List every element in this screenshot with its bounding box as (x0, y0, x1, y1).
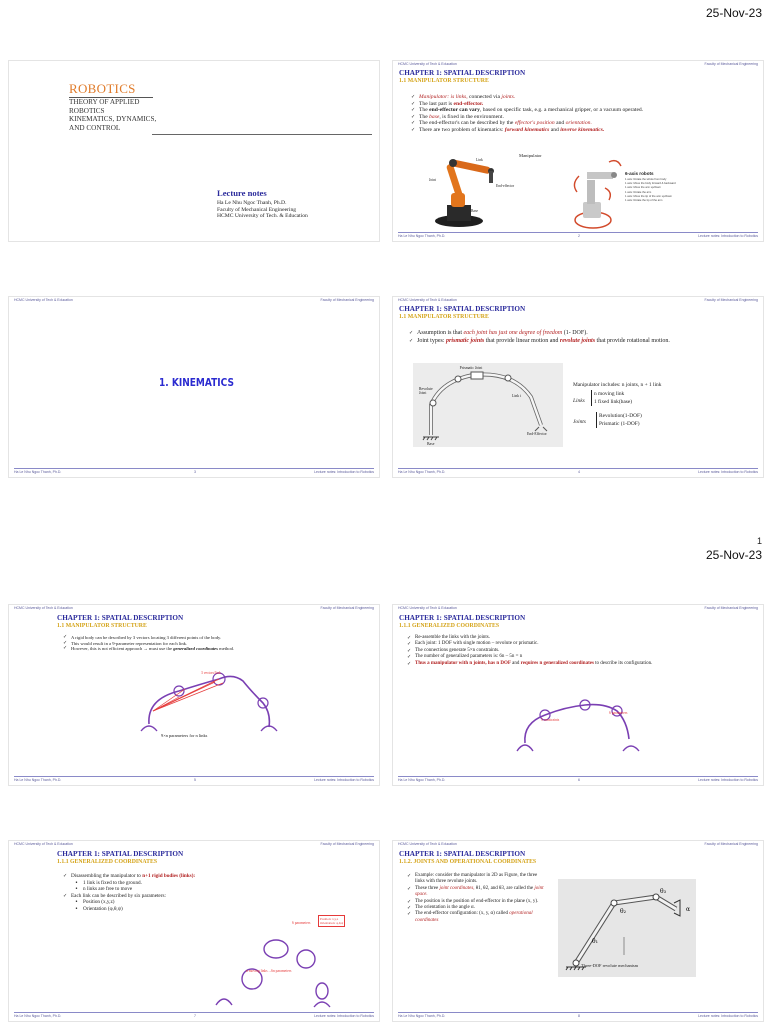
svg-text:θ₃: θ₃ (660, 888, 667, 895)
slide-subtitle: THEORY OF APPLIED ROBOTICS KINEMATICS, DYNAMICS, AND CONTROL (69, 98, 157, 132)
figure-caption: Three-DOF revolute mechanism (581, 963, 639, 968)
figure-label: Link i (512, 394, 522, 398)
figure-label: Base (471, 209, 478, 213)
date-label: 25-Nov-23 (705, 6, 762, 20)
slide-joint-types: HCMC University of Tech & Education Faculty of Mechanical Engineering CHAPTER 1: SPATIAL DESCRIPTION 1.1 MANIPULATOR STRUCTURE ✓ Assumption is that each joint has just one degree of freedom (1- DOF). ✓ Joint types: prismatic joints that provide linear motion and revolute joints that provide rotational motion. Prismatic Joint Revolute Joint Link i End-Effector Base Manipulator includes: n joints, n + 1 link Links n moving link 1 fixed link(base) Joints Revolution(1-DOF) Prismatic (1-DOF) Ha Le Nhu Ngoc Thanh, Ph.D. 4 Lecture notes: Introduction to Robotics (392, 296, 764, 478)
links-vector-diagram (139, 669, 299, 739)
figure-label: Manipulator (519, 153, 542, 158)
figure-label: End-Effector (527, 432, 547, 436)
disassembled-links-diagram (214, 917, 344, 1007)
slide-operational-coordinates: HCMC University of Tech & Education Faculty of Mechanical Engineering CHAPTER 1: SPATIAL DESCRIPTION 1.1.2. JOINTS AND OPERATIONAL COORDINATES ✓ Example: consider the manipulator in 2D as Figure, the three links with three revolute joints. ✓ These three joint coordinates, θ1, θ2, and θ3, are called the joint space. ✓ The position is the position of end-effector in the plane (x, y). ✓ The orientation is the angle α. ✓ The end-effector configuration: (x, y, α) called operational coordinates θ₁ θ₂ θ₃ α Three-DOF revolute mechanism Ha Le Nhu Ngoc Thanh, Ph.D. 8 Lecture notes: Introduction to Robotics (392, 840, 764, 1022)
section-title: 1.1 MANIPULATOR STRUCTURE (399, 314, 489, 320)
links-list: n moving link 1 fixed link(base) (591, 390, 632, 406)
figure-label: Link (476, 158, 483, 162)
svg-text:θ₁: θ₁ (592, 938, 599, 945)
bullet-list: ✓ Example: consider the manipulator in 2D as Figure, the three links with three revolute joints. ✓ These three joint coordinates, θ1, θ2, and θ3, are called the joint space. ✓ The position is the position of end-effector in the plane (x, y). ✓ The orientation is the angle α. ✓ The end-effector configuration: (x, y, α) called operational coordinates (407, 873, 547, 924)
divider (152, 134, 372, 135)
bullet-list: ✓ Manipulator: is links, connected via joints. ✓ The last part is end-effector. ✓ The end-effector can vary, based on specific task, e.g. a mechanical gripper, or a vacuum operated. ✓ The base, is fixed in the environment. ✓ The end-effector's can be described by the effector's position and orientation. ✓ There are two problem of kinematics: forward kinematics and inverse kinematics. (411, 94, 701, 134)
slide-title-heading: ROBOTICS (69, 81, 136, 96)
dof-title: 6-axis robots (625, 171, 654, 176)
slide-title (8, 60, 380, 242)
slide-disassembling-links: HCMC University of Tech & Education Faculty of Mechanical Engineering CHAPTER 1: SPATIAL DESCRIPTION 1.1.1 GENERALIZED COORDINATES ✓ Disassembling the manipulator to n+1 rigid bodies (links): • 1 link is fixed to the ground. • n links are free to move ✓ Each link can be described by six parameters: • Position (x,y,z) • Orientation (φ,θ,ψ) 6 parameters Position: x,y,z Orientation: φ,θ,ψ n moving links→6n parameters Ha Le Nhu Ngoc Thanh, Ph.D. 7 Lecture notes: Introduction to Robotics (8, 840, 380, 1022)
bullet-list: ✓ A rigid body can be described by 3 vectors locating 3 different points of the body. ✓ This would result in a 9-parameter representation for each link. ✓ However, this is not efficient approach → must use the generalized coordinates method. (63, 635, 353, 652)
figure-label: 3 vectors/link (201, 671, 221, 675)
figure-label: Joint (429, 178, 436, 182)
slide-generalized-coordinates: HCMC University of Tech & Education Faculty of Mechanical Engineering CHAPTER 1: SPATIAL DESCRIPTION 1.1.1 GENERALIZED COORDINATES ✓ Re-assemble the links with the joints. ✓ Each joint: 1 DOF with single motion – revolute or prismatic. ✓ The connections generate 5×n constraints. ✓ The number of generalized parameters is: 6n – 5n = n ✓ Thus a manipulator with n joints, has n DOF and requires n generalized coordinates to describe its configuration. 5 constraints 6 parameters Ha Le Nhu Ngoc Thanh, Ph.D. 6 Lecture notes: Introduction to Robotics (392, 604, 764, 786)
figure-caption: n moving links→6n parameters (246, 969, 292, 973)
lecture-notes-label: Lecture notes (217, 188, 267, 198)
dof-list: 1 axis: Rotate the whole from body 1 axis: Move the body forward & backward 1 axis: Move the arm up/down 1 axis: Rotate the arm 1 axis: Move the tip of the arm up/down 1 axis: Rotate the tip of the arm (625, 178, 676, 203)
figure-label: Revolute Joint (419, 387, 433, 396)
six-axis-robot-figure (569, 154, 629, 234)
chapter-title: CHAPTER 1: SPATIAL DESCRIPTION (399, 850, 526, 858)
slide-manipulator-structure: HCMC University of Tech & Education Faculty of Mechanical Engineering CHAPTER 1: SPATIAL DESCRIPTION 1.1 MANIPULATOR STRUCTURE ✓ Manipulator: is links, connected via joints. ✓ The last part is end-effector. ✓ The end-effector can vary, based on specific task, e.g. a mechanical gripper, or a vacuum operated. ✓ The base, is fixed in the environment. ✓ The end-effector's can be described by the effector's position and orientation. ✓ There are two problem of kinematics: forward kinematics and inverse kinematics. Manipulator Link Joint End-effector Base 6-axis robots 1 axis: Rotate the whole from body 1 axis: Move the body forward & backward 1 axis: Move the arm up/down 1 axis: Rotate the arm 1 axis: Move the tip of the arm up/down 1 axis: Rotate the tip of the arm Ha Le Nhu Ngoc Thanh, Ph.D. 2 Lecture notes: Introduction to Robotics (392, 60, 764, 242)
figure-label: 5 constraints (541, 718, 560, 722)
figure-caption: 9×n parameters for n links (161, 733, 208, 738)
chapter-title: CHAPTER 1: SPATIAL DESCRIPTION (399, 614, 526, 622)
figure-label: 6 parameters (609, 711, 628, 715)
section-title: 1.1.1 GENERALIZED COORDINATES (399, 623, 500, 629)
figure-label: 6 parameters (292, 921, 311, 925)
links-label: Links (573, 398, 585, 404)
chapter-title: CHAPTER 1: SPATIAL DESCRIPTION (399, 305, 526, 313)
joints-label: Joints (573, 419, 586, 425)
svg-text:θ₂: θ₂ (620, 908, 627, 915)
joints-list: Revolution(1-DOF) Prismatic (1-DOF) (596, 412, 642, 428)
robot-arm-figure (421, 153, 531, 231)
svg-text:α: α (686, 906, 691, 913)
section-title: 1.1 MANIPULATOR STRUCTURE (399, 78, 489, 84)
bullet-list: ✓ Disassembling the manipulator to n+1 rigid bodies (links): • 1 link is fixed to the ground. • n links are free to move ✓ Each link can be described by six parameters: • Position (x,y,z) • Orientation (φ,θ,ψ) (63, 873, 233, 913)
bullet-list: ✓ Assumption is that each joint has just one degree of freedom (1- DOF). ✓ Joint types: prismatic joints that provide linear motion and revolute joints that provide rotational motion. (409, 330, 709, 345)
page-number: 1 (756, 536, 762, 546)
slide-kinematics-section: HCMC University of Tech & Education Faculty of Mechanical Engineering 1. KINEMATICS Ha Le Nhu Ngoc Thanh, Ph.D. 3 Lecture notes: Introduction to Robotics (8, 296, 380, 478)
figure-label: End-effector (496, 184, 515, 188)
assembled-links-diagram (513, 693, 653, 755)
section-heading: 1. KINEMATICS (159, 376, 234, 389)
slide-rigid-body: HCMC University of Tech & Education Faculty of Mechanical Engineering CHAPTER 1: SPATIAL DESCRIPTION 1.1 MANIPULATOR STRUCTURE ✓ A rigid body can be described by 3 vectors locating 3 different points of the body. ✓ This would result in a 9-parameter representation for each link. ✓ However, this is not efficient approach → must use the generalized coordinates method. 3 vectors/link 9×n parameters for n links Ha Le Nhu Ngoc Thanh, Ph.D. 5 Lecture notes: Introduction to Robotics (8, 604, 380, 786)
parameters-box: Position: x,y,z Orientation: φ,θ,ψ (320, 917, 344, 925)
manipulator-summary: Manipulator includes: n joints, n + 1 link (573, 382, 662, 388)
chapter-title: CHAPTER 1: SPATIAL DESCRIPTION (57, 614, 184, 622)
section-title: 1.1 MANIPULATOR STRUCTURE (57, 623, 147, 629)
section-title: 1.1.1 GENERALIZED COORDINATES (57, 859, 158, 865)
figure-label: Base (427, 442, 435, 446)
section-title: 1.1.2. JOINTS AND OPERATIONAL COORDINATES (399, 859, 537, 865)
author-block: Ha Le Nhu Ngoc Thanh, Ph.D. Faculty of Mechanical Engineering HCMC University of Tech. & Education (217, 200, 308, 220)
figure-label: Prismatic Joint (459, 366, 483, 370)
chapter-title: CHAPTER 1: SPATIAL DESCRIPTION (57, 850, 184, 858)
date-label: 25-Nov-23 (705, 548, 762, 562)
chapter-title: CHAPTER 1: SPATIAL DESCRIPTION (399, 69, 526, 77)
bullet-list: ✓ Re-assemble the links with the joints. ✓ Each joint: 1 DOF with single motion – revolute or prismatic. ✓ The connections generate 5×n constraints. ✓ The number of generalized parameters is: 6n – 5n = n ✓ Thus a manipulator with n joints, has n DOF and requires n generalized coordinates to describe its configuration. (407, 635, 707, 667)
